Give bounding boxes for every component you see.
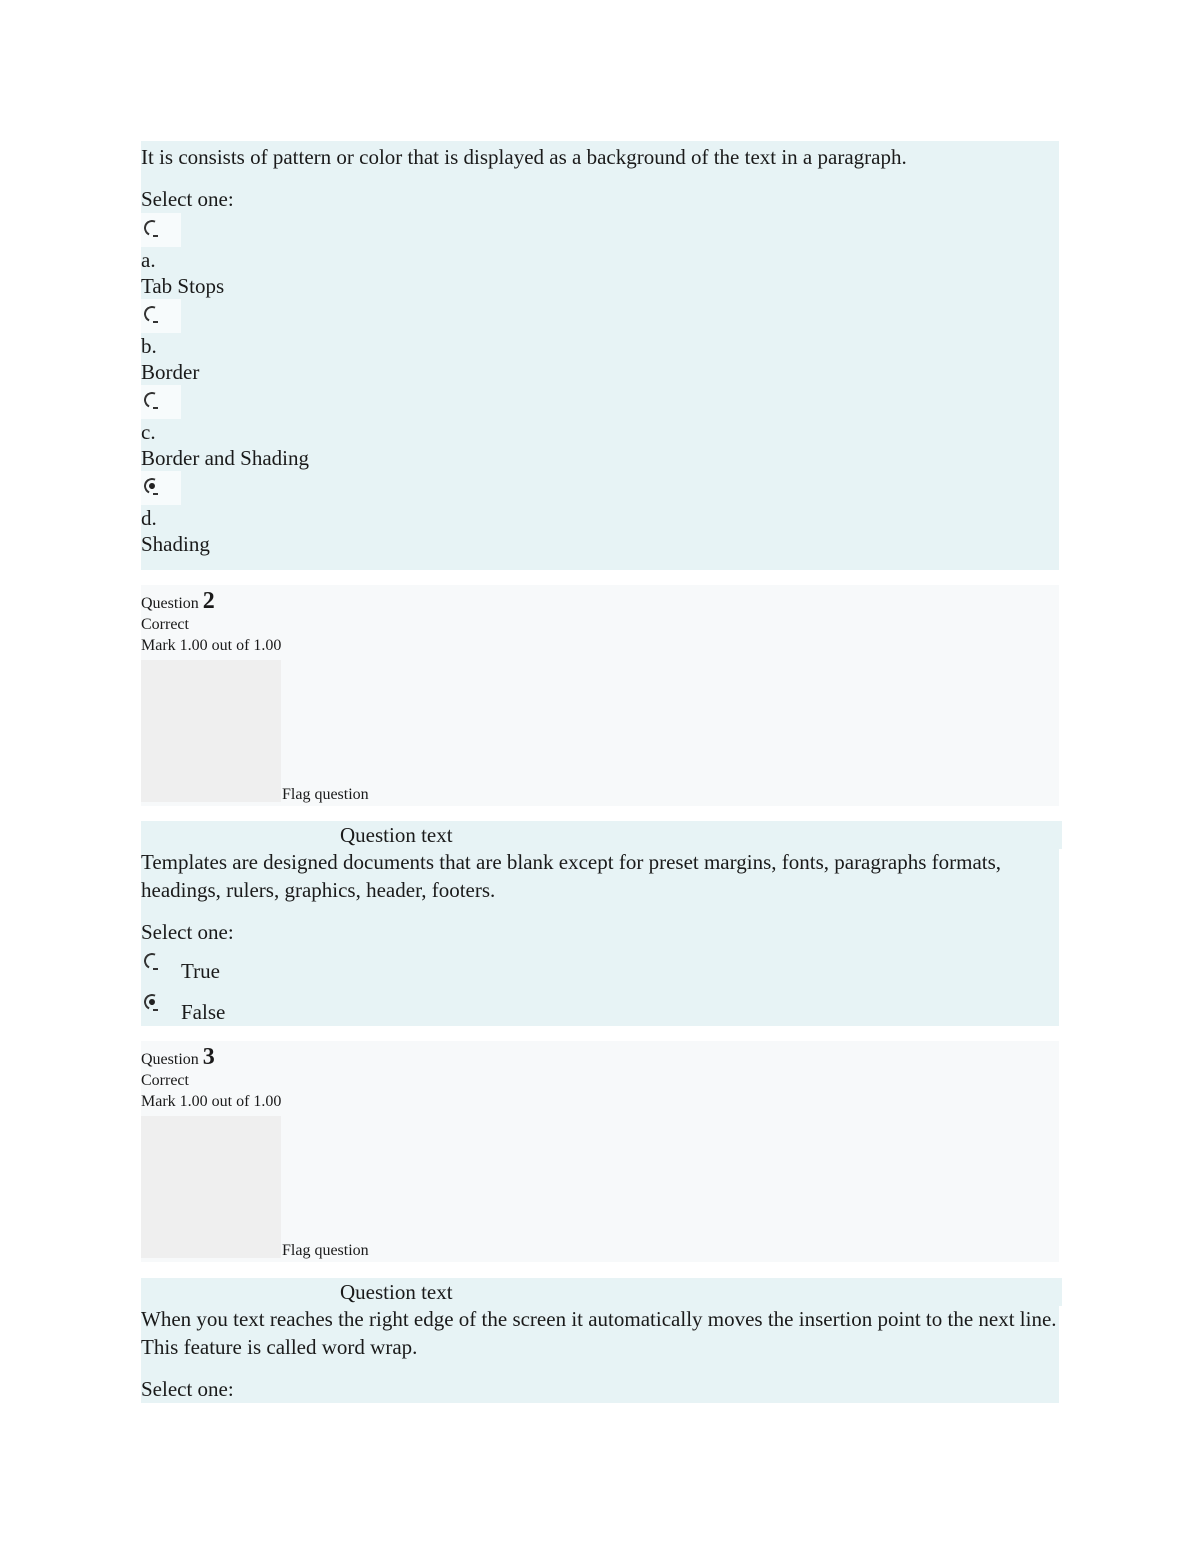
select-one-label: Select one: (141, 1377, 234, 1401)
question-2-content (141, 821, 1059, 1026)
question-3-text: When you text reaches the right edge of the screen it automatically moves the insertion point to the next line. This feature is called word wrap. (141, 1307, 1057, 1359)
option-d-radio[interactable] (141, 471, 181, 505)
question-2-info (141, 585, 1059, 806)
option-d-text[interactable]: Shading (141, 532, 210, 556)
question-text-header: Question text (340, 1278, 1062, 1306)
question-1-content (141, 141, 1059, 570)
option-d-letter: d. (141, 506, 157, 530)
select-one-label: Select one: (141, 920, 234, 944)
question-3-state: Correct (141, 1072, 189, 1089)
option-true[interactable] (141, 946, 1059, 987)
radio-checked-icon (142, 476, 163, 497)
option-b-text[interactable]: Border (141, 360, 200, 384)
question-3-mark: Mark 1.00 out of 1.00 (141, 1093, 282, 1110)
option-b-radio[interactable] (141, 299, 181, 333)
flag-question-link[interactable]: Flag question (282, 786, 369, 803)
option-c-text[interactable]: Border and Shading (141, 446, 309, 470)
option-false[interactable] (141, 987, 1059, 1028)
option-a-letter: a. (141, 248, 156, 272)
question-number: 2 (202, 588, 215, 614)
option-a-text[interactable]: Tab Stops (141, 274, 225, 298)
select-one-label: Select one: (141, 187, 234, 211)
question-3-info (141, 1041, 1059, 1262)
question-2-mark: Mark 1.00 out of 1.00 (141, 637, 282, 654)
option-a-radio[interactable] (141, 213, 181, 247)
radio-unchecked-icon (142, 390, 163, 411)
radio-unchecked-icon (142, 304, 163, 325)
radio-unchecked-icon (142, 218, 163, 239)
option-false-text[interactable]: False (181, 1000, 226, 1024)
true-radio[interactable] (141, 946, 181, 984)
question-3-label: Question 3 (141, 1044, 215, 1070)
flag-icon[interactable] (141, 660, 281, 802)
flag-question-link[interactable]: Flag question (282, 1242, 369, 1259)
question-3-content (141, 1278, 1059, 1403)
option-c-letter: c. (141, 420, 156, 444)
question-2-state: Correct (141, 616, 189, 633)
false-radio[interactable] (141, 987, 181, 1025)
option-b-letter: b. (141, 334, 157, 358)
flag-icon[interactable] (141, 1116, 281, 1258)
option-true-text[interactable]: True (181, 959, 220, 983)
question-1-text: It is consists of pattern or color that is displayed as a background of the text in a paragraph. (141, 145, 907, 169)
question-2-text: Templates are designed documents that are blank except for preset margins, fonts, paragraphs formats, headings, rulers, graphics, header, footers. (141, 850, 1002, 902)
question-number: 3 (202, 1044, 215, 1070)
question-text-header: Question text (340, 821, 1062, 849)
question-2-label: Question 2 (141, 588, 215, 614)
radio-checked-icon (142, 992, 163, 1013)
radio-unchecked-icon (142, 951, 163, 972)
option-c-radio[interactable] (141, 385, 181, 419)
